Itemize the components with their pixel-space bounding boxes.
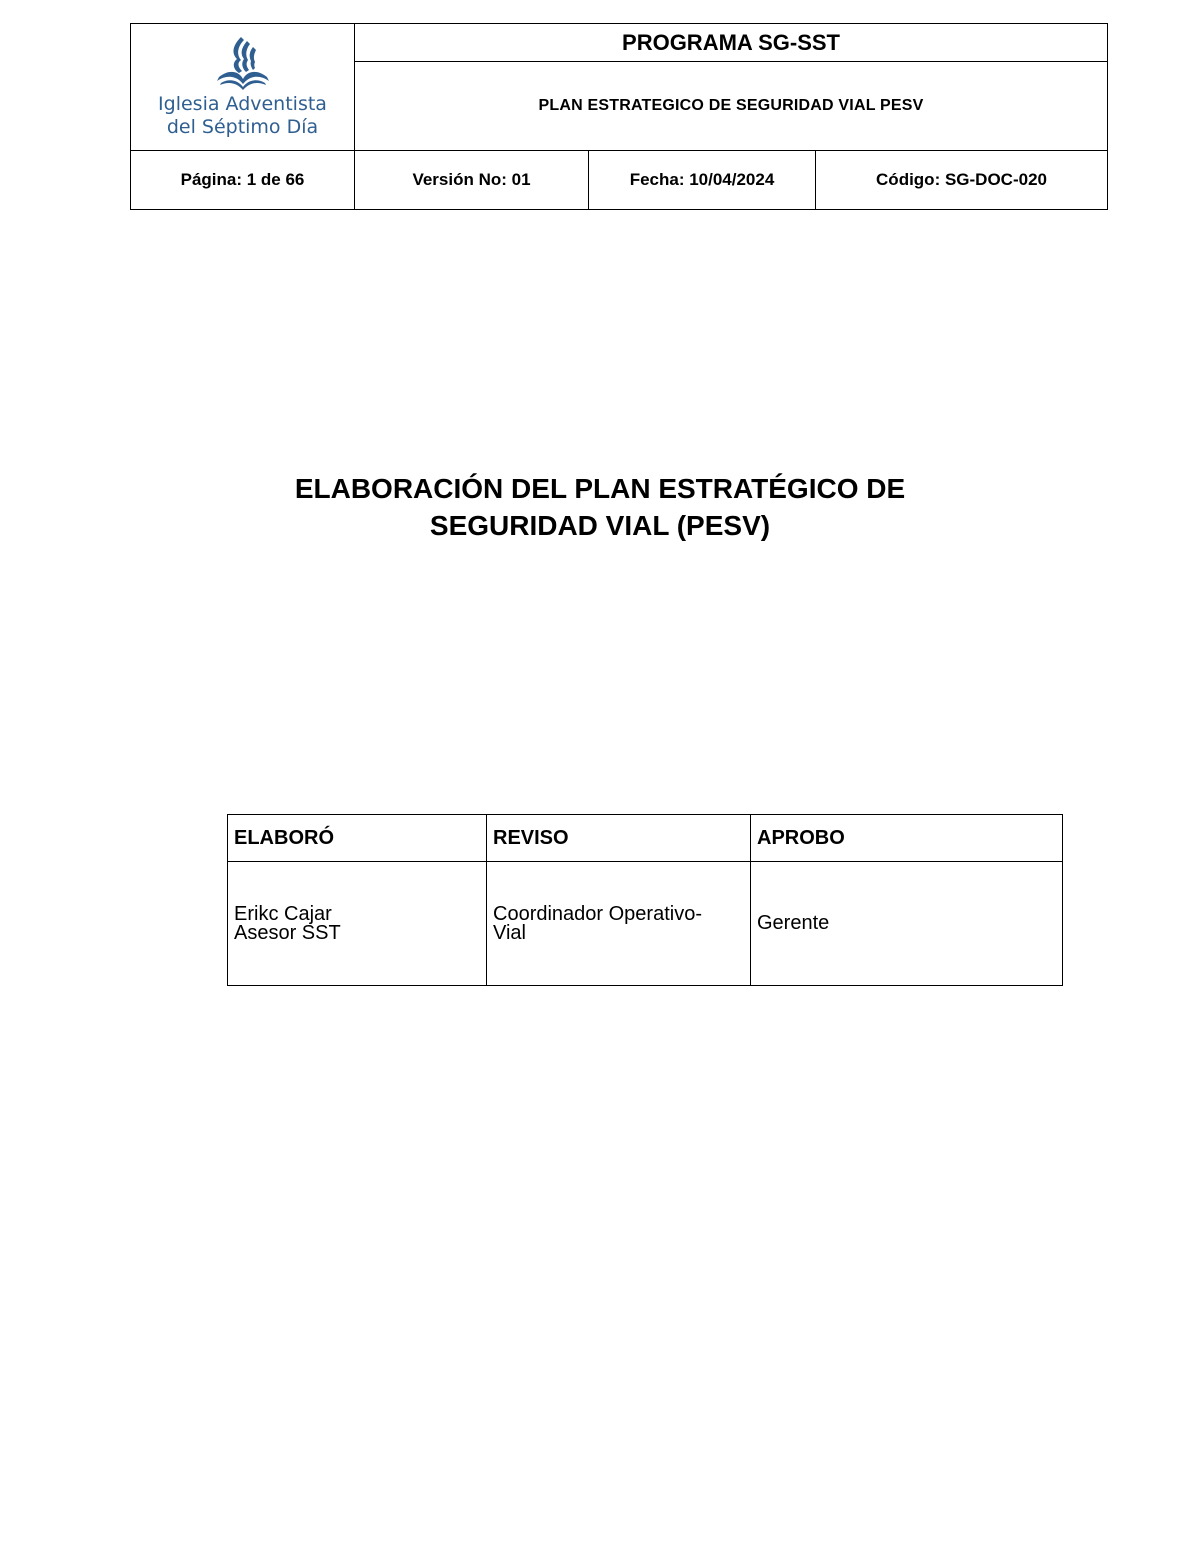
church-logo xyxy=(131,35,354,139)
aprobo-cell xyxy=(751,862,1063,986)
elaboro-cell xyxy=(228,862,487,986)
logo-cell xyxy=(131,24,355,151)
logo-text-line2: del Séptimo Día xyxy=(166,116,319,138)
adventist-flame-bible-icon xyxy=(211,35,275,91)
document-title-line2: SEGURIDAD VIAL (PESV) xyxy=(429,510,771,541)
reviso-role-line1: Coordinador Operativo- xyxy=(493,902,702,925)
document-code: Código: SG-DOC-020 xyxy=(816,151,1108,210)
document-date: Fecha: 10/04/2024 xyxy=(589,151,816,210)
elaboro-name: Erikc Cajar xyxy=(234,902,332,925)
document-title xyxy=(0,470,1200,544)
plan-title: PLAN ESTRATEGICO DE SEGURIDAD VIAL PESV xyxy=(355,62,1108,151)
page-number: Página: 1 de 66 xyxy=(131,151,355,210)
version-number: Versión No: 01 xyxy=(355,151,589,210)
logo-text-line1: Iglesia Adventista xyxy=(158,93,327,115)
header-elaboro: ELABORÓ xyxy=(228,815,487,862)
elaboro-role: Asesor SST xyxy=(234,921,341,944)
program-title: PROGRAMA SG-SST xyxy=(355,24,1108,62)
document-header xyxy=(130,23,1108,210)
reviso-role-line2: Vial xyxy=(493,921,526,944)
reviso-cell xyxy=(487,862,751,986)
approval-body-row xyxy=(228,862,1063,986)
aprobo-role: Gerente xyxy=(757,912,830,934)
approval-table xyxy=(227,814,1063,986)
approval-header-row xyxy=(228,815,1063,862)
logo-text xyxy=(158,93,327,139)
document-title-line1: ELABORACIÓN DEL PLAN ESTRATÉGICO DE xyxy=(294,473,906,504)
header-aprobo: APROBO xyxy=(751,815,1063,862)
header-reviso: REVISO xyxy=(487,815,751,862)
